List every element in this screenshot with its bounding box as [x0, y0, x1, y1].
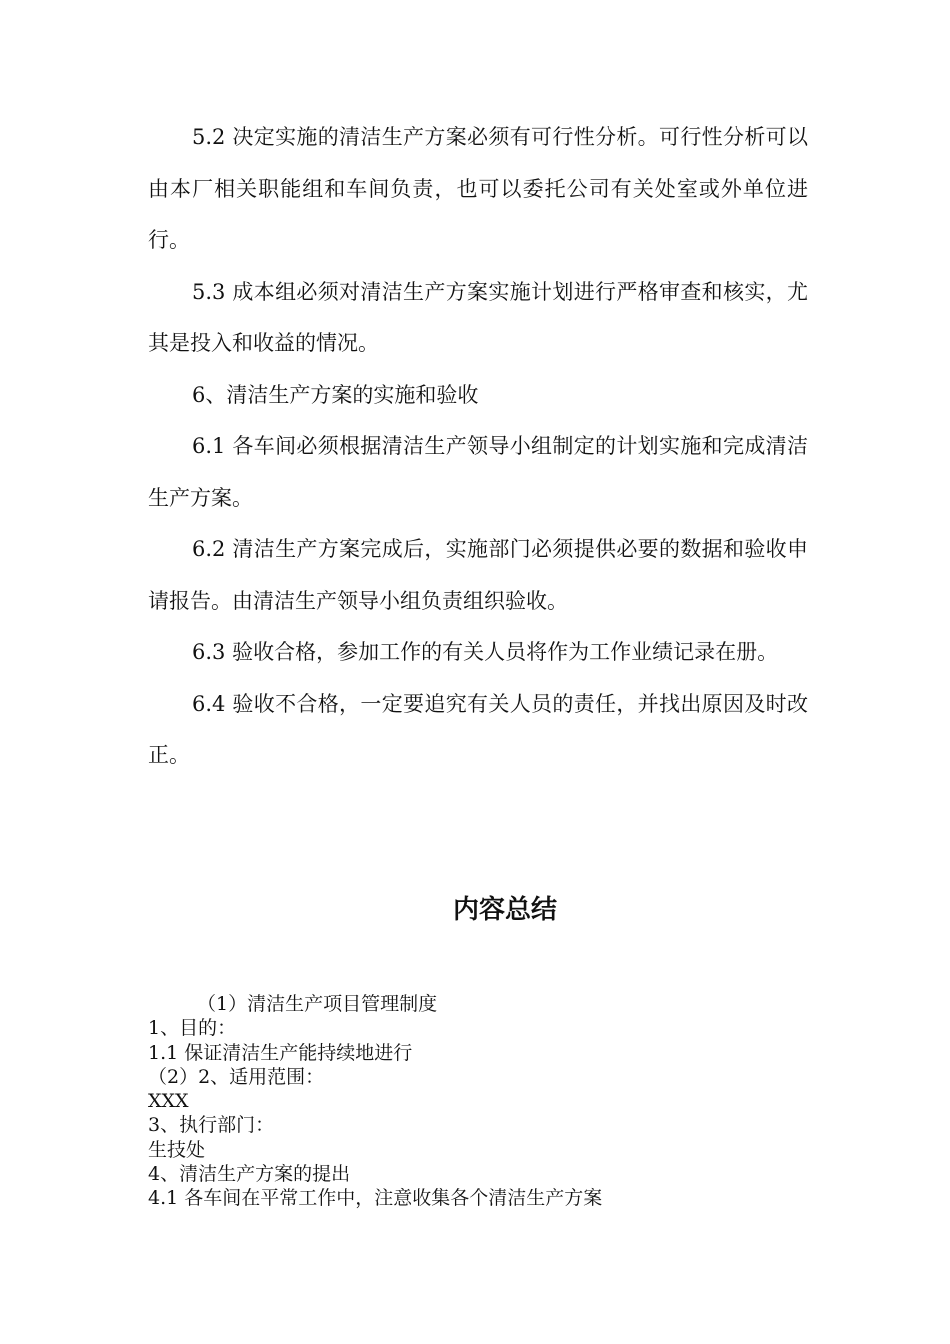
paragraph-6-1: 6.1 各车间必须根据清洁生产领导小组制定的计划实施和完成清洁生产方案。: [148, 434, 808, 510]
summary-title: 内容总结: [452, 895, 557, 925]
paragraph-5-2: 5.2 决定实施的清洁生产方案必须有可行性分析。可行性分析可以由本厂相关职能组和车间负责，也可以委托公司有关处室或外单位进行。: [148, 125, 808, 252]
paragraph-5-3: 5.3 成本组必须对清洁生产方案实施计划进行严格审查和核实，尤其是投入和收益的情况。: [148, 279, 808, 355]
summary-line: XXX: [148, 1090, 189, 1113]
summary-line: （2）2、适用范围：: [148, 1065, 325, 1088]
section-heading-6: 6、清洁生产方案的实施和验收: [192, 382, 479, 407]
paragraph-6-2: 6.2 清洁生产方案完成后，实施部门必须提供必要的数据和验收申请报告。由清洁生产领导小组负责组织验收。: [148, 537, 808, 613]
summary-line: 生技处: [148, 1138, 206, 1161]
summary-line: 3、执行部门：: [148, 1114, 275, 1137]
paragraph-6-3: 6.3 验收合格，参加工作的有关人员将作为工作业绩记录在册。: [192, 640, 779, 664]
summary-line: 1、目的：: [148, 1017, 237, 1040]
summary-line: 1.1 保证清洁生产能持续地进行: [148, 1041, 413, 1064]
document-body: [148, 112, 808, 782]
summary-line: 4.1 各车间在平常工作中，注意收集各个清洁生产方案: [148, 1187, 603, 1210]
summary-line: （1）清洁生产项目管理制度: [197, 993, 438, 1015]
summary-line: 4、清洁生产方案的提出: [148, 1163, 351, 1186]
paragraph-6-4: 6.4 验收不合格，一定要追究有关人员的责任，并找出原因及时改正。: [148, 691, 808, 767]
summary-block: [148, 992, 808, 1211]
